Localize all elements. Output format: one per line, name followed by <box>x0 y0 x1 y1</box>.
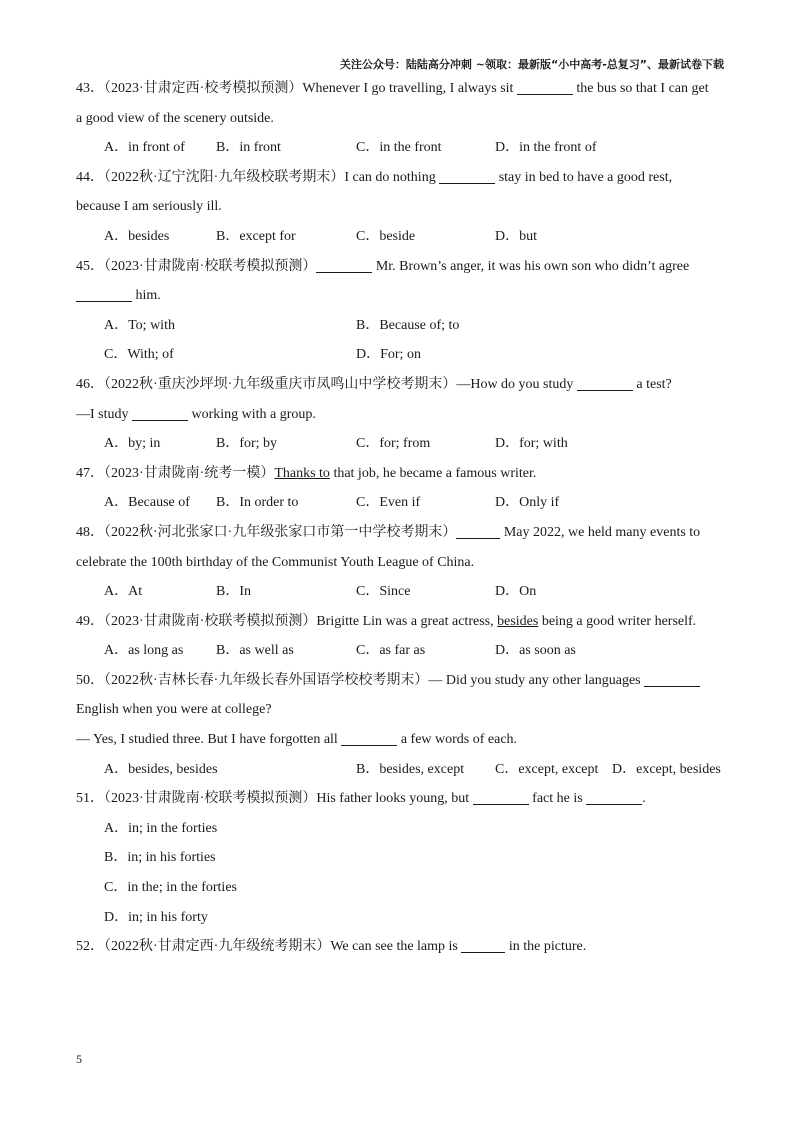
question-number: 51． <box>76 791 104 807</box>
option-b: B．in; in his forties <box>104 850 216 866</box>
underlined-phrase: besides <box>497 613 539 629</box>
question-47-options <box>76 488 726 518</box>
option-d: D．for; with <box>495 436 568 452</box>
answer-blank <box>586 788 642 805</box>
answer-blank <box>341 729 397 746</box>
question-43-options <box>76 133 726 163</box>
option-b: B．Because of; to <box>356 317 460 333</box>
question-source: （2023·甘肃定西·校考模拟预测） <box>104 81 303 96</box>
question-number: 47． <box>76 465 104 481</box>
question-source: （2023·甘肃陇南·校联考模拟预测） <box>104 791 317 807</box>
question-44-options <box>76 222 726 252</box>
option-a: A．besides, besides <box>104 761 218 777</box>
question-source: （2022秋·重庆沙坪坝·九年级重庆市凤鸣山中学校考期末） <box>104 376 457 392</box>
option-c: C．beside <box>356 228 416 244</box>
question-50-line-2: English when you were at college? <box>76 702 272 718</box>
option-c: C．With; of <box>104 347 174 363</box>
question-46-line-2: —I study working with a group. <box>76 400 726 430</box>
option-a: A．Because of <box>104 495 190 511</box>
question-48-line-1: 48．（2022秋·河北张家口·九年级张家口市第一中学校考期末） May 2022, we held many events to <box>76 518 726 548</box>
option-a: A．in front of <box>104 140 185 156</box>
question-source: （2022秋·辽宁沈阳·九年级校联考期末） <box>104 169 345 185</box>
question-number: 45． <box>76 258 104 274</box>
option-a: A．besides <box>104 228 170 244</box>
question-source: （2023·甘肃陇南·校联考模拟预测） <box>104 613 317 629</box>
option-b: B．In <box>216 584 251 600</box>
question-list <box>76 74 726 962</box>
option-c: C．Since <box>356 584 411 600</box>
question-number: 48． <box>76 524 104 540</box>
option-c: C．Even if <box>356 495 421 511</box>
answer-blank <box>517 78 573 95</box>
option-d: D．On <box>495 584 537 600</box>
option-c: C．as far as <box>356 643 426 659</box>
underlined-phrase: Thanks to <box>274 465 330 481</box>
option-a: A．At <box>104 584 143 600</box>
option-c: C．for; from <box>356 436 431 452</box>
answer-blank <box>644 670 700 687</box>
question-50-options <box>76 755 726 785</box>
question-number: 50． <box>76 672 104 688</box>
answer-blank <box>456 522 500 539</box>
question-45-line-1: 45．（2023·甘肃陇南·校联考模拟预测） Mr. Brown’s anger, it was his own son who didn’t agree <box>76 252 726 282</box>
question-51-line-1: 51．（2023·甘肃陇南·校联考模拟预测）His father looks young, but fact he is . <box>76 784 726 814</box>
question-45-options-1 <box>76 311 726 341</box>
question-50-line-1: 50．（2022秋·吉林长春·九年级长春外国语学校校考期末）— Did you study any other languages <box>76 666 726 696</box>
question-50-line-3: — Yes, I studied three. But I have forgotten all a few words of each. <box>76 725 726 755</box>
option-d: D．For; on <box>356 347 421 363</box>
option-c: C．except, except <box>495 761 599 777</box>
question-44-line-1: 44．（2022秋·辽宁沈阳·九年级校联考期末）I can do nothing stay in bed to have a good rest, <box>76 163 726 193</box>
option-d: D．as soon as <box>495 643 576 659</box>
option-b: B．In order to <box>216 495 299 511</box>
question-source: （2022秋·河北张家口·九年级张家口市第一中学校考期末） <box>104 524 457 540</box>
option-d: D．except, besides <box>612 761 721 777</box>
question-51-option-a-row <box>76 814 726 844</box>
option-d: D．in; in his forty <box>104 909 208 925</box>
answer-blank <box>473 788 529 805</box>
question-number: 43． <box>76 81 104 96</box>
page-header: 关注公众号：陆陆高分冲刺 ~领取：最新版“小中高考-总复习”、最新试卷下载 <box>339 58 724 71</box>
question-number: 49． <box>76 613 104 629</box>
question-number: 44． <box>76 169 104 185</box>
option-a: A．by; in <box>104 436 161 452</box>
question-46-line-1: 46．（2022秋·重庆沙坪坝·九年级重庆市凤鸣山中学校考期末）—How do you study a test? <box>76 370 726 400</box>
question-46-options <box>76 429 726 459</box>
question-51-option-d-row <box>76 903 726 933</box>
option-b: B．in front <box>216 140 281 156</box>
question-number: 46． <box>76 376 104 392</box>
question-51-option-c-row <box>76 873 726 903</box>
option-c: C．in the front <box>356 140 442 156</box>
option-b: B．as well as <box>216 643 294 659</box>
question-source: （2022秋·甘肃定西·九年级统考期末） <box>104 939 331 955</box>
answer-blank <box>316 256 372 273</box>
option-a: A．as long as <box>104 643 184 659</box>
question-52-line-1: 52．（2022秋·甘肃定西·九年级统考期末）We can see the lamp is in the picture. <box>76 932 726 962</box>
option-a: A．in; in the forties <box>104 820 218 836</box>
question-48-line-2: celebrate the 100th birthday of the Communist Youth League of China. <box>76 554 475 570</box>
question-48-options <box>76 577 726 607</box>
answer-blank <box>577 374 633 391</box>
question-47-line-1: 47．（2023·甘肃陇南·统考一模）Thanks to that job, he became a famous writer. <box>76 465 537 481</box>
question-source: （2023·甘肃陇南·校联考模拟预测） <box>104 258 317 274</box>
answer-blank <box>439 167 495 184</box>
option-d: D．in the front of <box>495 140 597 156</box>
option-b: B．for; by <box>216 436 278 452</box>
answer-blank <box>76 285 132 302</box>
question-51-option-b-row <box>76 843 726 873</box>
question-source: （2022秋·吉林长春·九年级长春外国语学校校考期末） <box>104 672 429 688</box>
question-source: （2023·甘肃陇南·统考一模） <box>104 465 275 481</box>
answer-blank <box>461 936 505 953</box>
question-43-line-1: 43．（2023·甘肃定西·校考模拟预测）Whenever I go travelling, I always sit the bus so that I can get <box>76 74 726 104</box>
question-44-line-2: because I am seriously ill. <box>76 199 222 215</box>
answer-blank <box>132 404 188 421</box>
option-d: D．Only if <box>495 495 560 511</box>
option-b: B．except for <box>216 228 296 244</box>
option-a: A．To; with <box>104 317 175 333</box>
question-45-options-2 <box>76 340 726 370</box>
option-c: C．in the; in the forties <box>104 880 237 896</box>
question-49-line-1: 49．（2023·甘肃陇南·校联考模拟预测）Brigitte Lin was a great actress, besides being a good writer herself. <box>76 613 697 629</box>
question-number: 52． <box>76 939 104 955</box>
option-d: D．but <box>495 228 537 244</box>
question-49-options <box>76 636 726 666</box>
question-43-line-2: a good view of the scenery outside. <box>76 110 274 126</box>
question-45-line-2: him. <box>76 281 726 311</box>
page-number: 5 <box>76 1052 82 1066</box>
option-b: B．besides, except <box>356 761 465 777</box>
